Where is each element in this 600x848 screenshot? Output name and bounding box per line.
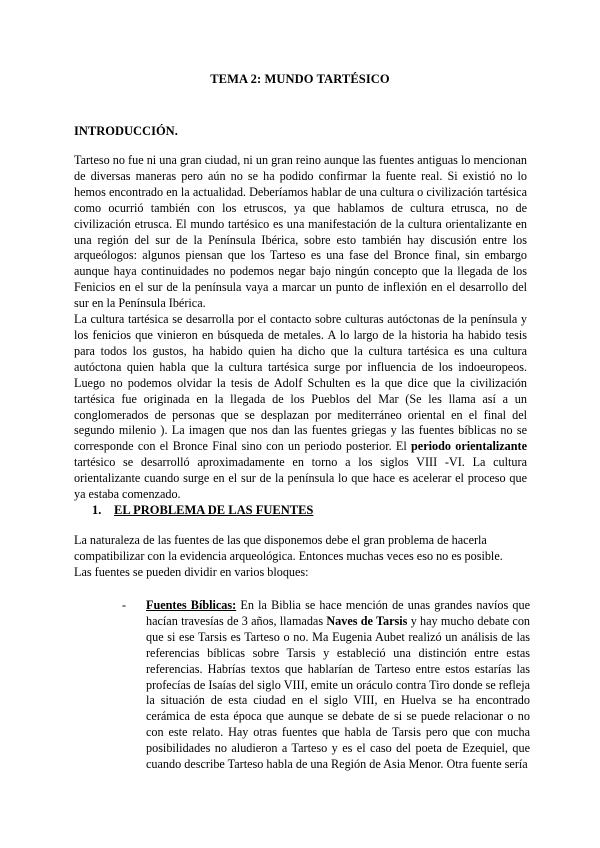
section-1-line-1: La naturaleza de las fuentes de las que disponemos debe el gran problema de hacerla compatibilizar con la evidencia arqueológica. Entonces muchas veces eso no es posible. — [74, 533, 503, 563]
intro-paragraph-2-text-b: tartésico se desarrolló aproximadamente en torno a los siglos VIII -VI. La cultura orientalizante cuando surge en el sur de la península lo que hace es acelerar el proceso que ya estaba comenzado. — [74, 455, 527, 502]
intro-paragraph-2-text-a: La cultura tartésica se desarrolla por el contacto sobre culturas autóctonas de la península y los fenicios que vinieron en búsqueda de metales. A lo largo de la historia ha habido tesis para todos los gustos, ha habido quien ha dicho que la cultura tartésica es una cultura autóctona quien habla que la cultura tartésica surge por influencia de los indoeuropeos. Luego no podemos olvidar la tesis de Adolf Schulten es la que dice que la civilización tartésica fue originada en la llegada de los Pueblos del Mar (Se les llama así a un conglomerados de personas que se desplazan por mediterráneo oriental en el final del segundo milenio ). La imagen que nos dan las fuentes griegas y las fuentes bíblicas no se corresponde con el Bronce Final sino con un periodo posterior. El — [74, 312, 527, 454]
intro-heading: INTRODUCCIÓN. — [74, 124, 178, 138]
fuentes-biblicas-label: Fuentes Bíblicas: — [146, 598, 237, 612]
naves-de-tarsis-term: Naves de Tarsis — [326, 613, 408, 628]
intro-paragraph-1: Tarteso no fue ni una gran ciudad, ni un gran reino aunque las fuentes antiguas lo mencionan de diversas maneras pero aún no se ha podido confirmar la fuente real. Si existió no lo hemos encontrado en la actualidad. Deberíamos hablar de una cultura o civilización tartésica como ocurrió también con los etruscos, ya que hablamos de cultura etrusca, no de civilización etrusca. El mundo tartésico es una manifestación de la cultura orientalizante en una región del sur de la Península Ibérica, sobre esto también hay discusión entre los arqueólogos: algunos piensan que los Tarteso es una fase del Bronce final, sin embargo aunque haya continuidades no podemos negar bajo ningún concepto que la llegada de los Fenicios en el sur de la península vaya a marcar un punto de inflexión en el desarrollo del sur en la Península Ibérica. — [74, 153, 527, 311]
list-dash: - — [122, 598, 127, 612]
intro-body — [74, 153, 527, 503]
list-item-text — [146, 598, 530, 773]
section-1-heading — [92, 503, 313, 518]
section-1-body — [74, 533, 527, 581]
intro-paragraph-2 — [74, 312, 527, 503]
periodo-orientalizante-term: periodo orientalizante — [411, 439, 527, 454]
section-1-title: EL PROBLEMA DE LAS FUENTES — [114, 503, 314, 517]
section-1-line-2: Las fuentes se pueden dividir en varios bloques: — [74, 564, 309, 579]
section-1-number: 1. — [92, 503, 102, 517]
document-title: TEMA 2: MUNDO TARTÉSICO — [210, 72, 390, 86]
list-item-text-b: y hay mucho debate con que si ese Tarsis es Tarteso o no. Ma Eugenia Aubet realizó un análisis de las referencias bíblicas sobre Tarsis y estableció una distinción entre estas referencias. Habrías textos que hablarían de Tarteso entre estos estarías las profecías de Isaías del siglo VIII, emite un oráculo contra Tiro donde se refleja la situación de esta ciudad en el siglo VIII, en Huelva se ha encontrado cerámica de esta época que aunque se debate de si se puede relacionar o no con este relato. Hay otras fuentes que habla de Tarsis pero que con mucha posibilidades no aludieron a Tarteso y es el caso del poeta de Ezequiel, que cuando describe Tarteso habla de una Región de Asia Menor. Otra fuente sería — [146, 613, 531, 772]
list-item-text-a: En la Biblia se hace mención de unas grandes navíos que hacían travesías de 3 años, llamadas — [146, 598, 531, 628]
